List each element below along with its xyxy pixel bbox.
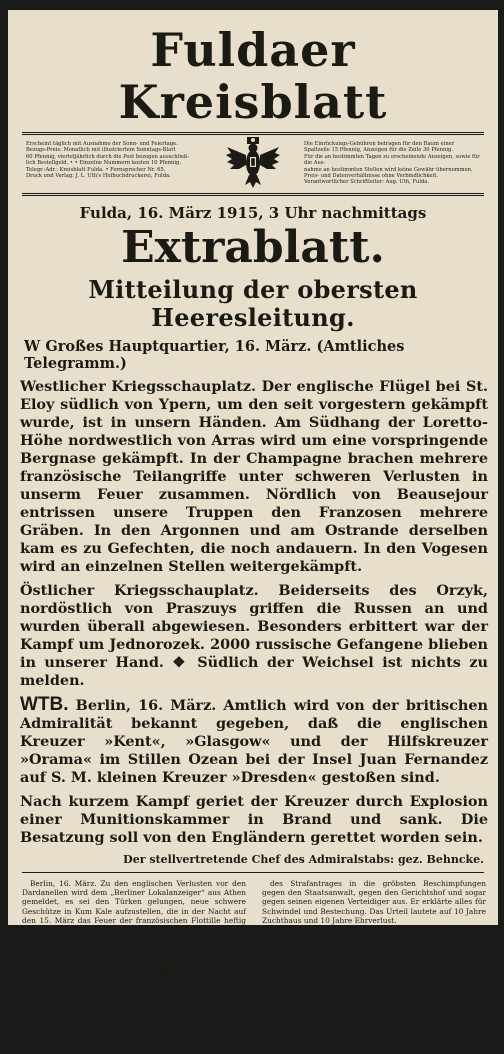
masthead-title: Fuldaer Kreisblatt [118, 23, 388, 129]
telegram-source-line: W Großes Hauptquartier, 16. März. (Amtliches Telegramm.) [24, 338, 405, 372]
imperial-eagle-icon [225, 137, 281, 189]
left-column [22, 879, 246, 1054]
divider [22, 872, 484, 873]
news-columns [22, 879, 486, 1054]
info-line: Druck und Verlag: J. L. Uth's Hofbuchdruckerei, Fulda. [26, 173, 171, 180]
info-line: Die Einrückungs-Gebühren betragen für den Raum einer [304, 141, 455, 147]
advertising-info [304, 141, 480, 186]
info-line: Verantwortlicher Schriftleiter: Aug. Uth, Fulda. [304, 179, 430, 186]
info-line: Für die an bestimmten Tagen zu erscheinende Anzeigen, sowie für die Aus- [304, 153, 480, 167]
news-item: des Strafantrages in die gröbsten Beschimpfungen gegen den Staatsanwalt, gegen den Gerichtshof und sogar gegen seinen eigenen Verteidiger aus. Er erklärte alles für Schwindel und Bestechung. Das Urteil lautete auf 10 Jahre Zuchthaus und 10 Jahre Ehrverlust. [262, 879, 486, 925]
news-item: Berlin, 16. März. Zu den englischen Verlusten vor den Dardanellen wird dem „Berliner Lokalanzeiger“ aus Athen gemeldet, es sei den Türken gelungen, neue schwere Geschütze in Kum Kale aufzustellen, die in der Nacht auf den 15. März das Feuer der französischen Flottille heftig erwiderten. Zwei schwerbeschädigte englische Kreuzer seien nach Malta gebracht worden; einer davon habe 20 Treffer erhalten. [22, 879, 246, 953]
dateline: Fulda, 16. März 1915, 3 Uhr nachmittags [79, 204, 427, 222]
admiralty-paragraph [20, 696, 488, 787]
info-line: lich Bestellgeld. • • Einzelne Nummern kosten 10 Pfennig. [26, 160, 181, 167]
info-line: nahme an bestimmten Stellen wird keine Gewähr übernommen. [304, 166, 473, 173]
news-item: Berlin, 16. März. Die Geschworenen im Thormann-Prozeß in Kölln bejahten, bejahten fast alle Schuldfragen unter Verneinung mildernder Umstände. Der Staatsanwalt beantragte eine Gesamtstrafe von 8 Jahren Zuchthaus. Der Angeklagte bracht bei Verlesung [22, 1004, 246, 1051]
info-line: 60 Pfennig, vierteljährlich durch die Post bezogen ausschließ- [26, 153, 190, 160]
extra-edition-title: Extrablatt. [121, 222, 385, 273]
western-front-paragraph: Westlicher Kriegsschauplatz. Der englische Flügel bei St. Eloy südlich von Ypern, um den seit vorgestern gekämpft wurde, ist in unsern Händen. Am Südhang der Loretto-Höhe nordwestlich von Arras wird um eine vorspringende Bergnase gekämpft. In der Champagne brachen mehrere französische Teilangriffe unter schweren Verlusten in unserm Feuer zusammen. Nördlich von Beausejour entrissen unsere Truppen den Franzosen mehrere Gräben. In den Argonnen und am Ostrande derselben kam es zu Gefechten, die noch andauern. In den Vogesen wird an einzelnen Stellen weitergekämpft. [20, 378, 488, 575]
newspaper-page [8, 10, 498, 1051]
masthead-info-bar [22, 132, 484, 196]
info-line: Telegr.-Adr.: Kreisblatt Fulda. • Fernsprecher Nr. 65. [26, 166, 166, 173]
info-line: Spaltzeile 15 Pfennig, Anzeigen für die Zeile 30 Pfennig. [304, 147, 454, 154]
news-item: Berlin, 16. März. Wie dem „Berliner Tageblatt“ aus Genf gemeldet wird, sei General Pau in Warschau eingetroffen. Es verlaute, daß er die dortigen Operationen leiten werde. [262, 1023, 486, 1051]
main-article [20, 378, 488, 847]
right-column [262, 879, 486, 1054]
sinking-paragraph: Nach kurzem Kampf geriet der Kreuzer durch Explosion einer Munitionskammer in Brand und sank. Die Besatzung soll von den Engländern gerettet worden sein. [20, 793, 488, 846]
news-item: Berlin, 16. März. An der südamerikanischen Küste ist, wie dem „Berliner Lokalanzeiger“ und dem „Berliner Tageblatt“ gemeldet wird, das englische Segelschiff (der „Berliner Lokalanzeiger“ sagt Dampfer) „Cornwall“ Castle von dem deutschen Kreuzer „Dresden“ in den Grund gebohrt worden. Wie dem „Berliner Lokalanzeiger“ weiter berichtet wird, ist jetzt festgestellt, daß die englischen Dampfer „Florazan“ und „Headland“, die nach einer amtlichen englischen Meldung von einem deutschen Torpedo getroffen wurden, gesunken sind. [262, 928, 486, 1020]
subscription-info [26, 141, 202, 179]
info-line: Erscheint täglich mit Ausnahme der Sonn- und Feiertage. [26, 141, 178, 147]
info-line: Preis- und Datenverhältnisse ohne Verbindlichkeit. [304, 173, 439, 180]
headline: Mitteilung der obersten Heeresleitung. [88, 275, 418, 332]
wtb-agency-tag: WTB. [20, 694, 69, 715]
news-item: Berlin, 16. März. Aus Kopenhagen wird dem „Berl. Tageblatt“ telegraphiert: Die morganatische Gemahlin des verstorbenen Königs Leopold von Belgien Baronin Vaughan, die sich in Paris aufhielt, hat sich, wie der „Temps“ meldet, durch einen Revolverschuß getötet. [22, 955, 246, 1002]
eastern-front-paragraph: Östlicher Kriegsschauplatz. Beiderseits des Orzyk, nordöstlich von Praszuys griffen die Russen an und wurden überall abgewiesen. Besonders erbittert war der Kampf um Jednorozek. 2000 russische Gefangene blieben in unserer Hand. ❖ Südlich der Weichsel ist nichts zu melden. [20, 582, 488, 689]
signature-line: Der stellvertretende Chef des Admiralstabs: gez. Behncke. [123, 853, 484, 866]
info-line: Bezugs-Preis: Monatlich mit illustriertem Sonntags-Blatt [26, 147, 176, 154]
admiralty-text: Berlin, 16. März. Amtlich wird von der britischen Admiralität bekannt gegeben, daß die englischen Kreuzer »Kent«, »Glasgow« und der Hilfskreuzer »Orama« im Stillen Ozean bei der Insel Juan Fernandez auf S. M. kleinen Kreuzer »Dresden« gestoßen sind. [20, 697, 488, 786]
